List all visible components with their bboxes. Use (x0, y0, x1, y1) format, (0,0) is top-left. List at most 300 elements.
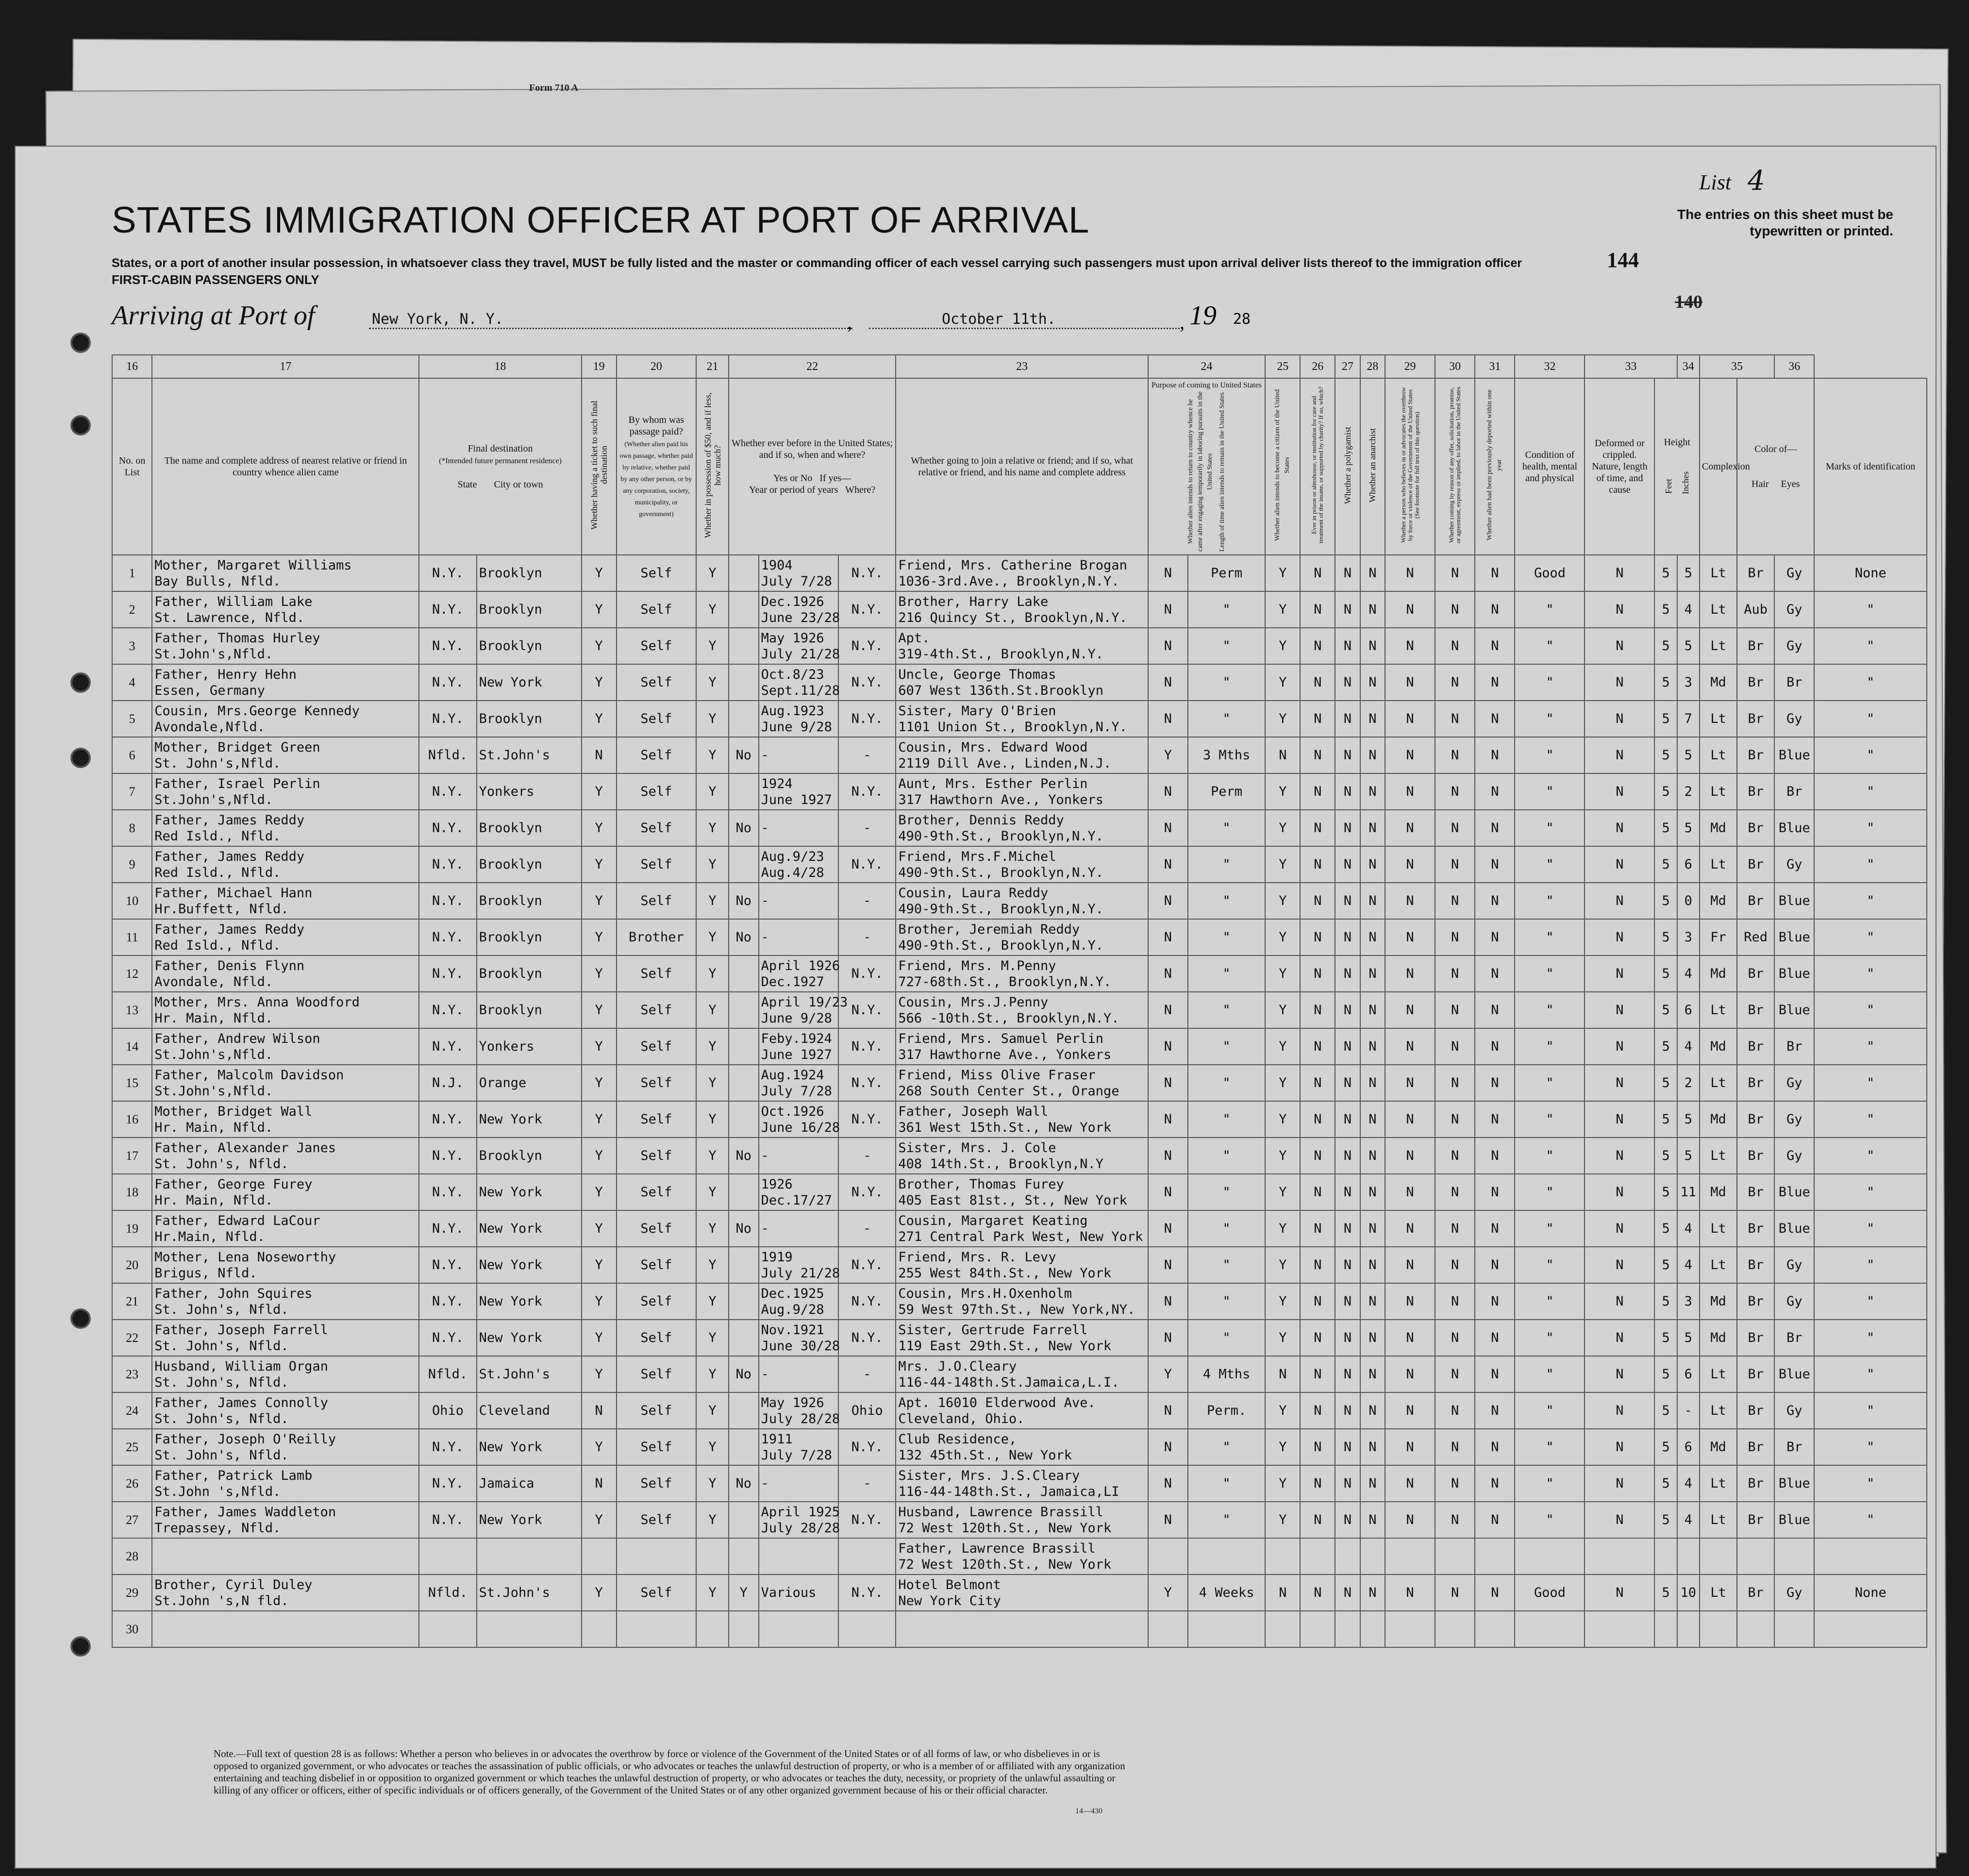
cell-state: N.Y. (419, 1247, 476, 1283)
cell-cit: Y (1265, 1465, 1300, 1502)
cell-dep: N (1475, 1174, 1515, 1210)
cell-prison: N (1300, 1210, 1335, 1247)
cell-p1: N (1148, 1247, 1188, 1283)
cell-health: " (1515, 883, 1585, 919)
cell-ft: 5 (1654, 1174, 1677, 1210)
cell-eyes: Blue (1774, 1465, 1814, 1502)
cell-deform: N (1585, 955, 1654, 992)
cell-no: 24 (112, 1392, 152, 1429)
cell-where: - (838, 919, 896, 955)
cell-city: Yonkers (477, 1028, 582, 1065)
cell-rel: Mother, Bridget Wall Hr. Main, Nfld. (152, 1101, 419, 1138)
cell-deform: N (1585, 992, 1654, 1028)
header-ticket: Whether having a ticket to such final destination (582, 378, 617, 555)
cell-yn (729, 1611, 759, 1647)
cell-p1: N (1148, 846, 1188, 883)
cell-poly: N (1335, 919, 1360, 955)
cell-no: 16 (112, 1101, 152, 1138)
cell-offer: N (1435, 1065, 1475, 1101)
cell-state: N.Y. (419, 1320, 476, 1356)
cell-cit: Y (1265, 955, 1300, 992)
cell-hair: Br (1737, 1392, 1774, 1429)
cell-paid: Self (617, 1283, 697, 1320)
cell-anar: N (1360, 919, 1385, 955)
cell-in (1677, 1538, 1700, 1574)
cell-dep (1475, 1611, 1515, 1647)
cell-city: Brooklyn (477, 955, 582, 992)
table-row (112, 1502, 1927, 1538)
cell-poly: N (1335, 1247, 1360, 1283)
cell-year: Aug.1923 June 9/28 (759, 701, 839, 737)
cell-anar: N (1360, 628, 1385, 664)
cell-offer: N (1435, 1392, 1475, 1429)
arrival-date: October 11th. (869, 311, 1180, 329)
cell-dep: N (1475, 955, 1515, 992)
cell-in: 4 (1677, 591, 1700, 628)
cell-year: - (759, 1465, 839, 1502)
cell-ft: 5 (1654, 1320, 1677, 1356)
table-row (112, 664, 1927, 701)
cell-over: N (1385, 555, 1435, 591)
cell-ft: 5 (1654, 810, 1677, 846)
cell-anar: N (1360, 1392, 1385, 1429)
cell-anar: N (1360, 1574, 1385, 1611)
header-overthrow: Whether a person who believes in or advocates the overthrow by force or violence of the Government of the United States (See footnote for full text of this question) (1385, 378, 1435, 555)
cell-ticket: Y (582, 628, 617, 664)
cell-yn (729, 1174, 759, 1210)
cell-ft: 5 (1654, 846, 1677, 883)
cell-health: " (1515, 919, 1585, 955)
cell-health: " (1515, 992, 1585, 1028)
cell-poly: N (1335, 846, 1360, 883)
cell-hair: Br (1737, 883, 1774, 919)
table-row (112, 1429, 1927, 1465)
cell-marks: " (1814, 701, 1927, 737)
cell-in: 4 (1677, 1465, 1700, 1502)
cell-eyes (1774, 1611, 1814, 1647)
cell-p1: N (1148, 555, 1188, 591)
cell-no: 20 (112, 1247, 152, 1283)
cell-where: N.Y. (838, 1429, 896, 1465)
cell-deform: N (1585, 664, 1654, 701)
cell-eyes: Br (1774, 773, 1814, 810)
cell-fifty: Y (696, 1210, 729, 1247)
cell-offer: N (1435, 955, 1475, 992)
cell-city: Brooklyn (477, 992, 582, 1028)
cell-year: - (759, 883, 839, 919)
table-row (112, 1028, 1927, 1065)
cell-p2: " (1188, 919, 1265, 955)
cell-join (896, 1611, 1148, 1647)
cell-comp: Md (1700, 1429, 1737, 1465)
header-paid-by: By whom was passage paid? (Whether alien paid his own passage, whether paid by relative, whether paid by any other person, or by any corporation, society, municipality, or government) (617, 378, 697, 555)
table-row (112, 1611, 1927, 1647)
cell-year: 1911 July 7/28 (759, 1429, 839, 1465)
cell-join: Brother, Harry Lake 216 Quincy St., Brooklyn,N.Y. (896, 591, 1148, 628)
cell-paid (617, 1538, 697, 1574)
cell-no: 26 (112, 1465, 152, 1502)
cell-ft (1654, 1538, 1677, 1574)
cell-in: 6 (1677, 846, 1700, 883)
cell-yn (729, 1065, 759, 1101)
cell-yn (729, 628, 759, 664)
cell-cit: Y (1265, 919, 1300, 955)
cell-ft: 5 (1654, 555, 1677, 591)
cell-p1 (1148, 1611, 1188, 1647)
cell-over: N (1385, 591, 1435, 628)
cell-anar: N (1360, 1465, 1385, 1502)
cell-ticket: Y (582, 992, 617, 1028)
cell-no: 1 (112, 555, 152, 591)
cell-over: N (1385, 701, 1435, 737)
cell-fifty: Y (696, 919, 729, 955)
cell-rel: Father, Israel Perlin St.John's,Nfld. (152, 773, 419, 810)
cell-fifty: Y (696, 955, 729, 992)
cell-year: Dec.1925 Aug.9/28 (759, 1283, 839, 1320)
cell-join: Friend, Miss Olive Fraser 268 South Center St., Orange (896, 1065, 1148, 1101)
cell-state: Ohio (419, 1392, 476, 1429)
cell-marks: " (1814, 1210, 1927, 1247)
cell-where: N.Y. (838, 628, 896, 664)
cell-join: Cousin, Mrs. Edward Wood 2119 Dill Ave., Linden,N.J. (896, 737, 1148, 773)
cell-comp: Lt (1700, 1138, 1737, 1174)
cell-city: New York (477, 1174, 582, 1210)
cell-marks: " (1814, 1028, 1927, 1065)
cell-eyes: Gy (1774, 1574, 1814, 1611)
table-row (112, 1538, 1927, 1574)
cell-no: 23 (112, 1356, 152, 1392)
cell-p2: " (1188, 664, 1265, 701)
cell-hair: Br (1737, 810, 1774, 846)
cell-over: N (1385, 1101, 1435, 1138)
cell-fifty: Y (696, 1465, 729, 1502)
cell-prison: N (1300, 1065, 1335, 1101)
cell-eyes: Gy (1774, 555, 1814, 591)
cell-rel: Father, Denis Flynn Avondale, Nfld. (152, 955, 419, 992)
cell-state: N.Y. (419, 992, 476, 1028)
cell-no: 13 (112, 992, 152, 1028)
cell-join: Friend, Mrs. Samuel Perlin 317 Hawthorne Ave., Yonkers (896, 1028, 1148, 1065)
cell-join: Brother, Jeremiah Reddy 490-9th.St., Brooklyn,N.Y. (896, 919, 1148, 955)
cell-paid: Self (617, 1247, 697, 1283)
cell-ft: 5 (1654, 992, 1677, 1028)
cell-eyes: Gy (1774, 1392, 1814, 1429)
cell-state: N.Y. (419, 1101, 476, 1138)
cell-p2: " (1188, 1429, 1265, 1465)
cell-cit: Y (1265, 1392, 1300, 1429)
cell-anar: N (1360, 1210, 1385, 1247)
cell-city: Brooklyn (477, 555, 582, 591)
cell-where: N.Y. (838, 955, 896, 992)
cell-ft (1654, 1611, 1677, 1647)
cell-over: N (1385, 1320, 1435, 1356)
cell-health: " (1515, 1138, 1585, 1174)
cell-no: 30 (112, 1611, 152, 1647)
cell-health: " (1515, 1502, 1585, 1538)
cell-ticket: Y (582, 1138, 617, 1174)
cell-year: Nov.1921 June 30/28 (759, 1320, 839, 1356)
cell-poly: N (1335, 1101, 1360, 1138)
cell-prison: N (1300, 701, 1335, 737)
cell-over: N (1385, 1247, 1435, 1283)
cell-join: Uncle, George Thomas 607 West 136th.St.Brooklyn (896, 664, 1148, 701)
cell-city: Brooklyn (477, 919, 582, 955)
cell-ft: 5 (1654, 1065, 1677, 1101)
cell-where: N.Y. (838, 555, 896, 591)
manifest-table (112, 354, 1927, 1648)
cell-health: Good (1515, 555, 1585, 591)
cell-year: 1919 July 21/28 (759, 1247, 839, 1283)
cell-deform: N (1585, 1138, 1654, 1174)
cell-poly: N (1335, 1574, 1360, 1611)
cell-p2: " (1188, 1101, 1265, 1138)
cell-state: N.Y. (419, 810, 476, 846)
cell-offer: N (1435, 1574, 1475, 1611)
cell-state: N.Y. (419, 773, 476, 810)
cell-prison: N (1300, 846, 1335, 883)
cell-prison: N (1300, 664, 1335, 701)
cell-rel: Father, Patrick Lamb St.John 's,Nfld. (152, 1465, 419, 1502)
cell-where: - (838, 883, 896, 919)
cell-p2 (1188, 1611, 1265, 1647)
cell-join: Brother, Thomas Furey 405 East 81st., St., New York (896, 1174, 1148, 1210)
cell-p2: " (1188, 883, 1265, 919)
cell-ft: 5 (1654, 1138, 1677, 1174)
cell-anar: N (1360, 883, 1385, 919)
cell-poly: N (1335, 992, 1360, 1028)
cell-rel: Father, James Reddy Red Isld., Nfld. (152, 810, 419, 846)
cell-ticket: Y (582, 1210, 617, 1247)
table-row (112, 1320, 1927, 1356)
table-row (112, 919, 1927, 955)
cell-join: Aunt, Mrs. Esther Perlin 317 Hawthorn Ave., Yonkers (896, 773, 1148, 810)
cell-rel: Mother, Lena Noseworthy Brigus, Nfld. (152, 1247, 419, 1283)
cell-ticket: Y (582, 919, 617, 955)
cell-anar: N (1360, 1320, 1385, 1356)
cell-marks: " (1814, 992, 1927, 1028)
cell-city: Brooklyn (477, 591, 582, 628)
cell-in: 3 (1677, 664, 1700, 701)
cell-deform: N (1585, 701, 1654, 737)
cell-marks: " (1814, 955, 1927, 992)
cell-ticket: N (582, 1465, 617, 1502)
cell-ft: 5 (1654, 1356, 1677, 1392)
form-title: STATES IMMIGRATION OFFICER AT PORT OF ARRIVAL (112, 200, 1090, 241)
cell-hair (1737, 1538, 1774, 1574)
table-row (112, 1174, 1927, 1210)
cell-year: May 1926 July 21/28 (759, 628, 839, 664)
cell-city: Brooklyn (477, 846, 582, 883)
cell-in: 5 (1677, 628, 1700, 664)
cell-hair: Br (1737, 701, 1774, 737)
cell-over: N (1385, 1283, 1435, 1320)
cell-over: N (1385, 628, 1435, 664)
cell-marks: " (1814, 1101, 1927, 1138)
cell-paid: Self (617, 1028, 697, 1065)
cell-cit: Y (1265, 883, 1300, 919)
cell-state: Nfld. (419, 1574, 476, 1611)
binder-hole (70, 333, 91, 353)
cell-dep: N (1475, 1210, 1515, 1247)
cell-no: 21 (112, 1283, 152, 1320)
cell-eyes: Blue (1774, 1356, 1814, 1392)
cell-prison: N (1300, 1392, 1335, 1429)
cell-ticket: Y (582, 846, 617, 883)
cell-p1: N (1148, 628, 1188, 664)
cell-rel: Brother, Cyril Duley St.John 's,N fld. (152, 1574, 419, 1611)
cell-year: 1924 June 1927 (759, 773, 839, 810)
cell-dep: N (1475, 883, 1515, 919)
cell-comp: Md (1700, 810, 1737, 846)
cell-p1: N (1148, 992, 1188, 1028)
cell-fifty: Y (696, 555, 729, 591)
cell-anar: N (1360, 1429, 1385, 1465)
cell-poly: N (1335, 1429, 1360, 1465)
cell-where: N.Y. (838, 1101, 896, 1138)
header-health: Condition of health, mental and physical (1515, 378, 1585, 555)
cell-health: " (1515, 1247, 1585, 1283)
cell-deform: N (1585, 1210, 1654, 1247)
cell-hair: Aub (1737, 591, 1774, 628)
cell-paid (617, 1611, 697, 1647)
cell-eyes: Gy (1774, 1101, 1814, 1138)
cell-ticket: Y (582, 955, 617, 992)
cell-ft: 5 (1654, 1574, 1677, 1611)
cell-rel: Mother, Mrs. Anna Woodford Hr. Main, Nfld. (152, 992, 419, 1028)
cell-over: N (1385, 1210, 1435, 1247)
cell-cit: Y (1265, 1247, 1300, 1283)
cell-where: - (838, 1138, 896, 1174)
cell-offer (1435, 1611, 1475, 1647)
cell-anar: N (1360, 1283, 1385, 1320)
cell-where: N.Y. (838, 1174, 896, 1210)
column-header-row (112, 378, 1927, 555)
cell-in: 5 (1677, 555, 1700, 591)
typewritten-note: The entries on this sheet must be typewritten or printed. (1677, 207, 1893, 238)
cell-fifty: Y (696, 701, 729, 737)
cell-dep (1475, 1538, 1515, 1574)
cell-over: N (1385, 1574, 1435, 1611)
cell-where: N.Y. (838, 773, 896, 810)
cell-eyes: Br (1774, 664, 1814, 701)
cell-offer: N (1435, 846, 1475, 883)
cell-offer: N (1435, 1502, 1475, 1538)
cell-join: Cousin, Margaret Keating 271 Central Park West, New York (896, 1210, 1148, 1247)
year-suffix: 28 (1233, 311, 1251, 328)
cell-paid: Self (617, 992, 697, 1028)
cell-paid: Self (617, 628, 697, 664)
cell-p2: " (1188, 846, 1265, 883)
cell-ticket: Y (582, 1320, 617, 1356)
cell-poly: N (1335, 1465, 1360, 1502)
cell-in: 4 (1677, 1028, 1700, 1065)
header-anarchist: Whether an anarchist (1360, 378, 1385, 555)
cell-prison: N (1300, 1502, 1335, 1538)
cell-in: 6 (1677, 992, 1700, 1028)
cell-hair: Br (1737, 1138, 1774, 1174)
cell-p1: N (1148, 1320, 1188, 1356)
cell-anar: N (1360, 1356, 1385, 1392)
cell-rel: Father, Andrew Wilson St.John's,Nfld. (152, 1028, 419, 1065)
cell-paid: Self (617, 1429, 697, 1465)
cell-anar: N (1360, 1502, 1385, 1538)
cell-yn (729, 1392, 759, 1429)
header-polygamist: Whether a polygamist (1335, 378, 1360, 555)
cell-paid: Self (617, 737, 697, 773)
cell-ft: 5 (1654, 919, 1677, 955)
table-row (112, 1392, 1927, 1429)
cell-ft: 5 (1654, 664, 1677, 701)
cell-state: N.Y. (419, 701, 476, 737)
cell-fifty: Y (696, 1283, 729, 1320)
cell-paid: Self (617, 1174, 697, 1210)
cell-city: St.John's (477, 1356, 582, 1392)
cell-dep: N (1475, 1356, 1515, 1392)
cell-city (477, 1611, 582, 1647)
cell-fifty: Y (696, 1356, 729, 1392)
cell-eyes: Blue (1774, 955, 1814, 992)
cell-cit (1265, 1611, 1300, 1647)
cell-city: New York (477, 1502, 582, 1538)
cell-prison: N (1300, 810, 1335, 846)
cell-poly: N (1335, 1502, 1360, 1538)
cell-poly: N (1335, 1174, 1360, 1210)
cell-offer: N (1435, 883, 1475, 919)
cell-fifty: Y (696, 1065, 729, 1101)
cell-city: Orange (477, 1065, 582, 1101)
cell-paid: Self (617, 664, 697, 701)
cell-fifty: Y (696, 1101, 729, 1138)
cell-offer: N (1435, 810, 1475, 846)
cell-rel (152, 1538, 419, 1574)
cell-p2: Perm (1188, 555, 1265, 591)
header-height: Height Feet Inches (1654, 378, 1700, 555)
cell-marks: " (1814, 810, 1927, 846)
cell-year: Various (759, 1574, 839, 1611)
cell-over: N (1385, 955, 1435, 992)
header-citizen: Whether alien intends to become a citizen of the United States (1265, 378, 1300, 555)
cell-yn: No (729, 1465, 759, 1502)
cell-ft: 5 (1654, 737, 1677, 773)
cell-offer: N (1435, 628, 1475, 664)
cell-dep: N (1475, 1065, 1515, 1101)
cell-ticket: Y (582, 1502, 617, 1538)
cell-ft: 5 (1654, 883, 1677, 919)
cell-marks: " (1814, 1065, 1927, 1101)
cell-city: St.John's (477, 1574, 582, 1611)
cell-p2: " (1188, 1502, 1265, 1538)
cell-prison: N (1300, 1101, 1335, 1138)
list-number: 4 (1748, 165, 1765, 197)
cell-hair: Br (1737, 555, 1774, 591)
cell-dep: N (1475, 628, 1515, 664)
cell-deform (1585, 1611, 1654, 1647)
cell-p2: 4 Mths (1188, 1356, 1265, 1392)
cell-offer: N (1435, 1138, 1475, 1174)
cell-deform: N (1585, 1429, 1654, 1465)
cell-rel: Father, James Reddy Red Isld., Nfld. (152, 846, 419, 883)
table-row (112, 1138, 1927, 1174)
cell-comp: Lt (1700, 992, 1737, 1028)
cell-in: 7 (1677, 701, 1700, 737)
cell-dep: N (1475, 1574, 1515, 1611)
cell-state: N.Y. (419, 591, 476, 628)
cell-yn (729, 1247, 759, 1283)
cell-join: Father, Joseph Wall 361 West 15th.St., New York (896, 1101, 1148, 1138)
cell-prison (1300, 1611, 1335, 1647)
cell-join: Brother, Dennis Reddy 490-9th.St., Brooklyn,N.Y. (896, 810, 1148, 846)
cell-dep: N (1475, 846, 1515, 883)
